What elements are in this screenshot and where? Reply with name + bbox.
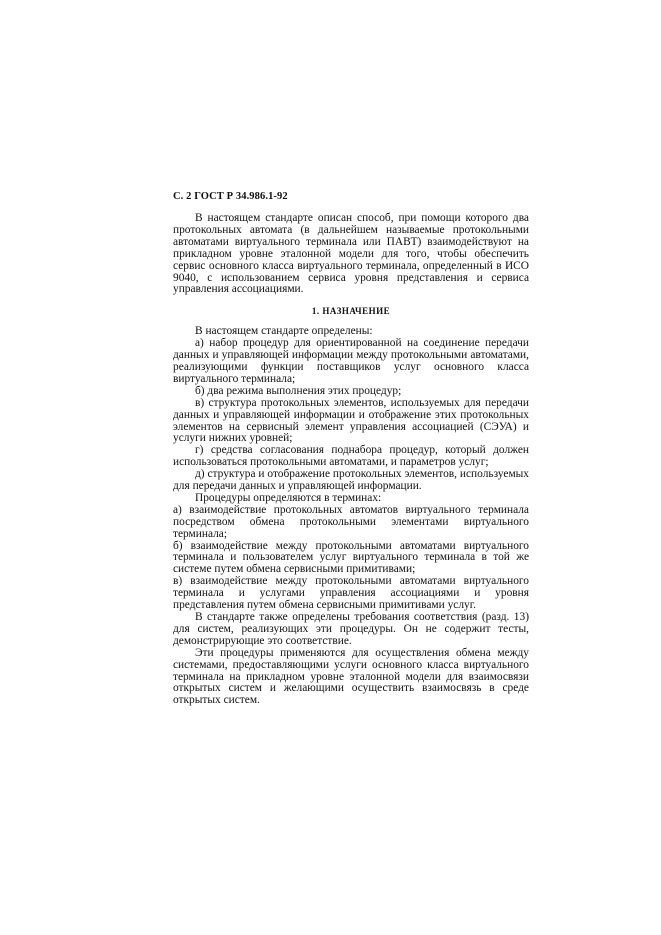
paragraph-term-b: б) взаимодействие между протокольными автоматами виртуального терминала и пользователем услуг виртуального терминала в той же системе путем обмена сервисными примитивами; xyxy=(173,539,529,576)
paragraph-item-g: г) средства согласования поднабора процедур, который должен использоваться протокольными автоматами, и параметров услуг; xyxy=(173,444,529,469)
paragraph-item-d: д) структура и отображение протокольных элементов, используемых для передачи данных и управляющей информации. xyxy=(173,468,529,493)
paragraph-conformance: В стандарте также определены требования соответствия (разд. 13) для систем, реализующих эти процедуры. Он не содержит тесты, демонстрирующие это соответствие. xyxy=(173,611,529,647)
paragraph-item-v: в) структура протокольных элементов, используемых для передачи данных и управляющей информации и отображение этих протокольных элементов на сервисный элемент управления ассоциацией (СЭУА) и услуги нижних уровней; xyxy=(173,396,529,445)
intro-paragraph: В настоящем стандарте описан способ, при помощи которого два протокольных автомата (в дальнейшем называемые протокольными автоматами виртуального терминала или ПАВТ) взаимодействуют на прикладном уровне эталонной модели для того, чтобы обеспечить сервис основного класса виртуального терминала, определенный в ИСО 9040, с использованием сервиса уровня представления и сервиса управления ассоциациями. xyxy=(173,212,529,296)
paragraph-scope: Эти процедуры применяются для осуществления обмена между системами, предоставляющими услуги основного класса виртуального терминала на прикладном уровне эталонной модели для взаимосвязи открытых систем и желающими осуществить взаимосвязь в среде открытых систем. xyxy=(173,646,529,707)
paragraph-item-a: а) набор процедур для ориентированной на соединение передачи данных и управляющей информации между протокольными автоматами, реализующими функции поставщиков услуг основного класса виртуального терминала; xyxy=(173,337,529,385)
paragraph-term-a: а) взаимодействие протокольных автоматов виртуального терминала посредством обмена протокольными элементами виртуального терминала; xyxy=(173,503,529,540)
page-header: С. 2 ГОСТ Р 34.986.1-92 xyxy=(173,191,288,202)
paragraph-procedures: Процедуры определяются в терминах: xyxy=(195,491,382,504)
section-title: 1. НАЗНАЧЕНИЕ xyxy=(311,306,391,317)
document-body xyxy=(173,213,529,707)
paragraph-item-b: б) два режима выполнения этих процедур; xyxy=(195,384,402,397)
paragraph-term-v: в) взаимодействие между протокольными автоматами виртуального терминала и услугами управления ассоциациями и уровня представления путем обмена сервисными примитивами услуг. xyxy=(173,575,529,612)
paragraph-defined: В настоящем стандарте определены: xyxy=(195,325,373,338)
